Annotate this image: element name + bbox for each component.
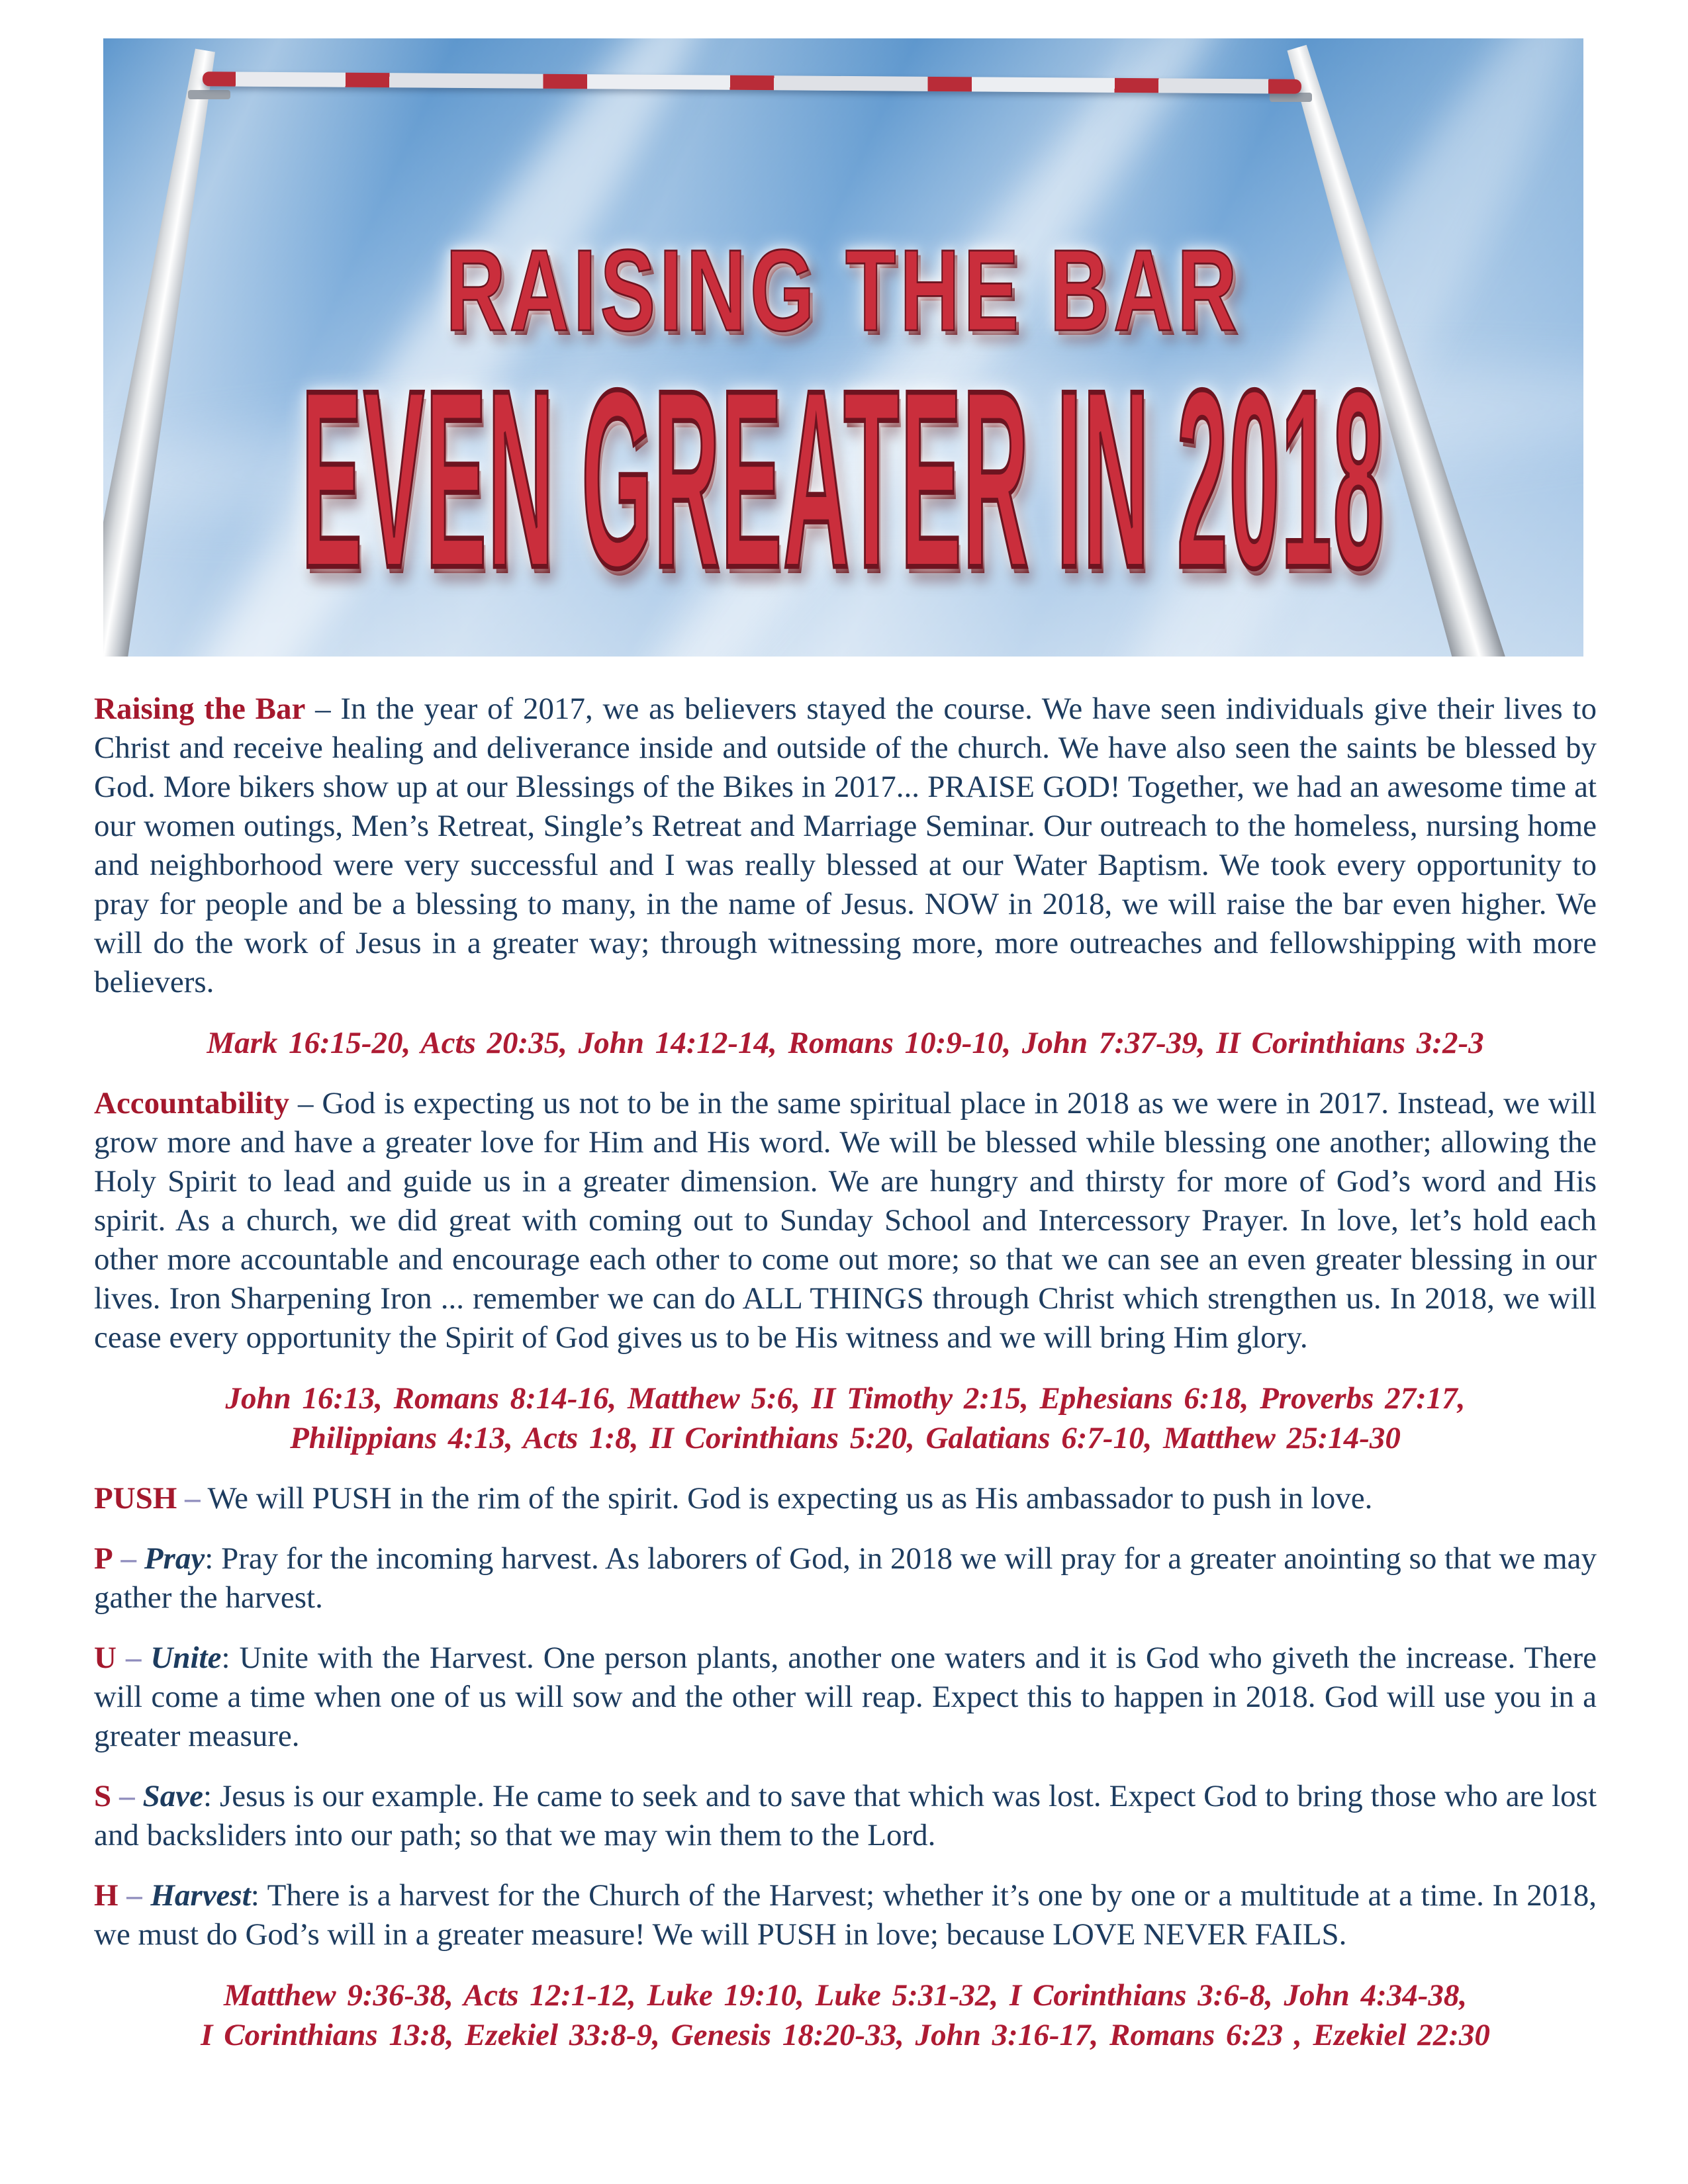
paragraph-s-text: : Jesus is our example. He came to seek and to save that which was lost. Expect God to bring those who are lost and backsliders into our path; so that we may win them to the Lord. bbox=[94, 1779, 1597, 1852]
paragraph-accountability-text: – God is expecting us not to be in the same spiritual place in 2018 as we were in 2017. Instead, we will grow more and have a greater love for Him and His word. We will be blessed while blessing one another; allowing the Holy Spirit to lead and guide us in a greater dimension. We are hungry and thirsty for more of God’s word and His spirit. As a church, we did great with coming out to Sunday School and Intercessory Prayer. In love, let’s hold each other more accountable and encourage each other to come out more; so that we can see an even greater blessing in our lives. Iron Sharpening Iron ... remember we can do ALL THINGS through Christ which strengthen us. In 2018, we will cease every opportunity the Spirit of God gives us to be His witness and we will bring Him glory. bbox=[94, 1086, 1597, 1355]
scripture-line: I Corinthians 13:8, Ezekiel 33:8-9, Genesis 18:20-33, John 3:16-17, Romans 6:23 , Ezekiel 22:30 bbox=[201, 2018, 1490, 2052]
scripture-line: Philippians 4:13, Acts 1:8, II Corinthians 5:20, Galatians 6:7-10, Matthew 25:14-30 bbox=[290, 1421, 1401, 1455]
push-dash: – bbox=[185, 1481, 201, 1516]
crossbar-peg-right bbox=[1270, 93, 1312, 102]
heading-word-unite: Unite bbox=[150, 1641, 222, 1675]
paragraph-p-text: : Pray for the incoming harvest. As laborers of God, in 2018 we will pray for a greater anointing so that we may gather the harvest. bbox=[94, 1541, 1597, 1615]
heading-letter-u: U bbox=[94, 1641, 117, 1675]
heading-word-harvest: Harvest bbox=[150, 1878, 251, 1913]
crossbar-peg-left bbox=[188, 90, 230, 99]
paragraph-h-harvest bbox=[94, 1876, 1597, 1954]
paragraph-u-text: : Unite with the Harvest. One person plants, another one waters and it is God who giveth the increase. There will come a time when one of us will sow and the other will reap. Expect this to happen in 2018. God will use you in a greater measure. bbox=[94, 1641, 1597, 1753]
banner-title-line2-text: EVEN GREATER IN 2018 bbox=[301, 337, 1385, 621]
scripture-line: John 16:13, Romans 8:14-16, Matthew 5:6, II Timothy 2:15, Ephesians 6:18, Proverbs 27:17, bbox=[225, 1381, 1466, 1416]
heading-letter-s: S bbox=[94, 1779, 112, 1813]
paragraph-u-unite bbox=[94, 1639, 1597, 1756]
paragraph-p-pray bbox=[94, 1539, 1597, 1617]
banner-title-line1 bbox=[103, 226, 1583, 355]
heading-word-pray: Pray bbox=[144, 1541, 205, 1576]
document-body bbox=[94, 690, 1597, 2076]
paragraph-h-text: : There is a harvest for the Church of the Harvest; whether it’s one by one or a multitude at a time. In 2018, we must do God’s will in a greater measure! We will PUSH in love; because LOVE NEVER FAILS. bbox=[94, 1878, 1597, 1952]
paragraph-push-text: We will PUSH in the rim of the spirit. God is expecting us as His ambassador to push in love. bbox=[207, 1481, 1373, 1516]
paragraph-raising-the-bar bbox=[94, 690, 1597, 1002]
paragraph-accountability bbox=[94, 1084, 1597, 1357]
heading-raising-the-bar: Raising the Bar bbox=[94, 692, 306, 726]
heading-word-save: Save bbox=[142, 1779, 203, 1813]
heading-push: PUSH bbox=[94, 1481, 177, 1516]
scripture-line: Mark 16:15-20, Acts 20:35, John 14:12-14, Romans 10:9-10, John 7:37-39, II Corinthians 3:2-3 bbox=[207, 1026, 1484, 1060]
paragraph-push bbox=[94, 1479, 1597, 1518]
heading-letter-h: H bbox=[94, 1878, 118, 1913]
p-dash: – bbox=[120, 1541, 137, 1576]
banner-title-line1-text: RAISING THE BAR bbox=[445, 226, 1241, 355]
paragraph-raising-the-bar-text: – In the year of 2017, we as believers stayed the course. We have seen individuals give their lives to Christ and receive healing and deliverance inside and outside of the church. We have also seen the saints be blessed by God. More bikers show up at our Blessings of the Bikes in 2017... PRAISE GOD! Together, we had an awesome time at our women outings, Men’s Retreat, Single’s Retreat and Marriage Seminar. Our outreach to the homeless, nursing home and neighborhood were very successful and I was really blessed at our Water Baptism. We took every opportunity to pray for people and be a blessing to many, in the name of Jesus. NOW in 2018, we will raise the bar even higher. We will do the work of Jesus in a greater way; through witnessing more, more outreaches and fellowshipping with more believers. bbox=[94, 692, 1597, 999]
heading-letter-p: P bbox=[94, 1541, 113, 1576]
paragraph-s-save bbox=[94, 1777, 1597, 1855]
scripture-line: Matthew 9:36-38, Acts 12:1-12, Luke 19:10, Luke 5:31-32, I Corinthians 3:6-8, John 4:34-38, bbox=[223, 1978, 1468, 2013]
scripture-references-1 bbox=[94, 1023, 1597, 1063]
heading-accountability: Accountability bbox=[94, 1086, 290, 1120]
header-image bbox=[103, 38, 1583, 657]
h-dash: – bbox=[126, 1878, 142, 1913]
u-dash: – bbox=[125, 1641, 142, 1675]
s-dash: – bbox=[119, 1779, 135, 1813]
banner-title-line2 bbox=[103, 337, 1583, 621]
highjump-pole-left bbox=[103, 46, 231, 657]
scripture-references-3 bbox=[94, 1976, 1597, 2055]
scripture-references-2 bbox=[94, 1379, 1597, 1458]
